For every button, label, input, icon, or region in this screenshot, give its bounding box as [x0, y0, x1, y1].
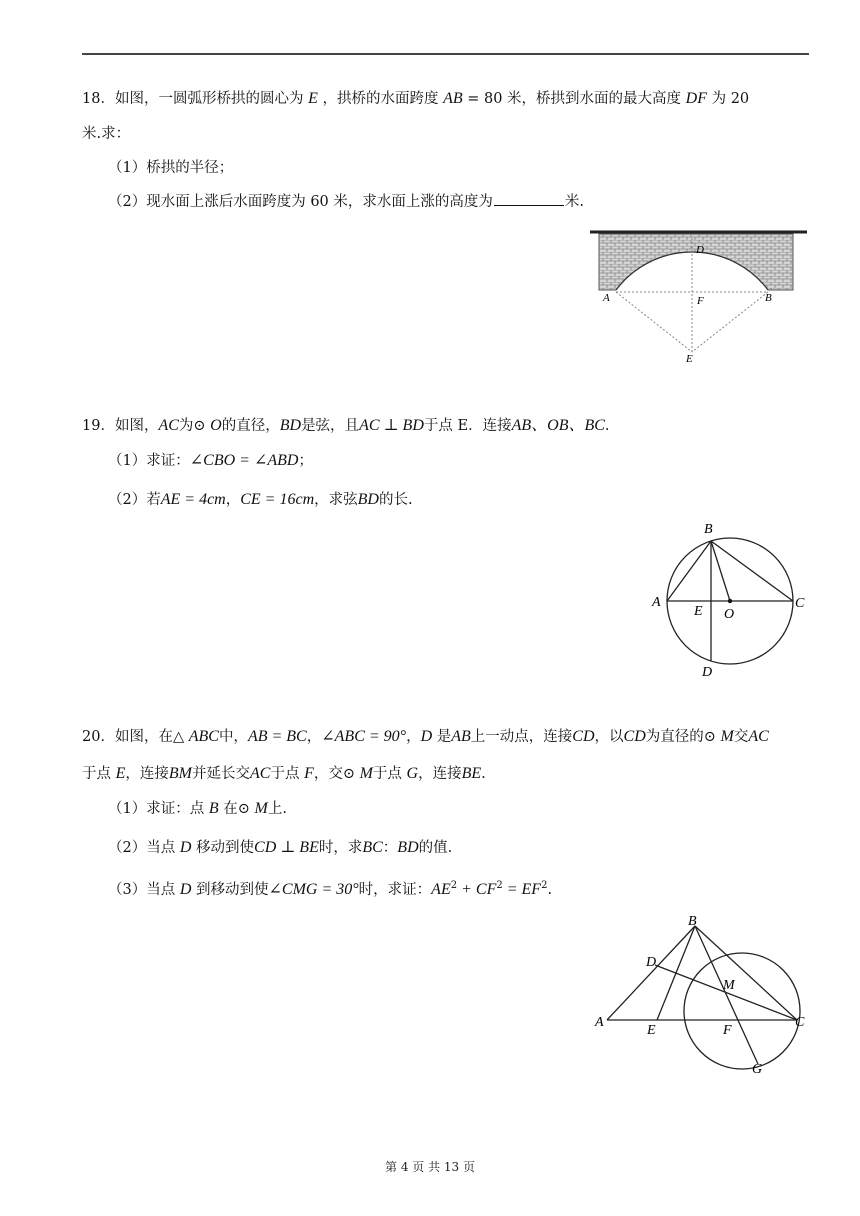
- q20-line1: 20．如图，在△ ABC中，AB = BC，∠ABC = 90°，D 是AB上一动点，连接CD，以CD为直径的⊙ M交AC: [82, 728, 769, 745]
- header-rule: [82, 53, 809, 55]
- q18-part2: （2）现水面上涨后水面跨度为 60 米，求水面上涨的高度为 米.: [108, 191, 584, 212]
- label-D: D: [702, 665, 713, 680]
- answer-blank[interactable]: [494, 191, 564, 206]
- label-B: B: [688, 914, 697, 929]
- label-C: C: [795, 596, 805, 611]
- q19-part1: （1）求证：∠CBO = ∠ABD；: [108, 452, 313, 469]
- q20-part3: （3）当点 D 到移动到使∠CMG = 30°时，求证：$AE^2 + CF^2 = EF^2$.: [108, 880, 553, 898]
- label-B: B: [765, 292, 772, 304]
- label-C: C: [795, 1015, 805, 1030]
- label-A: A: [652, 595, 661, 610]
- q20-part2: （2）当点 D 移动到使CD ⊥ BE时，求BC：BD的值.: [108, 839, 453, 856]
- label-G: G: [752, 1062, 763, 1077]
- label-A: A: [603, 292, 610, 304]
- q19-circle-figure: [645, 518, 815, 684]
- page-footer: 第 4 页 共 13 页: [385, 1160, 475, 1174]
- q18-line1: 18．如图，一圆弧形桥拱的圆心为 E ，拱桥的水面跨度 AB = 80 米，桥拱到水面的最大高度 DF 为 20: [82, 90, 750, 107]
- label-E: E: [694, 604, 703, 619]
- label-F: F: [723, 1023, 732, 1038]
- label-D: D: [696, 244, 704, 256]
- q20-triangle-figure: [590, 908, 815, 1080]
- label-B: B: [704, 522, 713, 537]
- label-D: D: [646, 955, 657, 970]
- label-E: E: [686, 353, 693, 365]
- label-A: A: [595, 1015, 604, 1030]
- label-O: O: [724, 607, 735, 622]
- label-F: F: [697, 295, 704, 307]
- q20-part1: （1）求证：点 B 在⊙ M上.: [108, 800, 287, 817]
- q18-line2: 米.求：: [82, 126, 131, 142]
- q18-part1: （1）桥拱的半径；: [108, 160, 234, 176]
- label-M: M: [723, 978, 735, 993]
- q20-line2: 于点 E，连接BM并延长交AC于点 F，交⊙ M于点 G，连接BE.: [82, 765, 486, 782]
- q19-line1: 19．如图，AC为⊙ O的直径，BD是弦，且AC ⊥ BD于点 E．连接AB、OB、BC.: [82, 417, 610, 434]
- q18-bridge-figure: [585, 228, 810, 368]
- label-E: E: [647, 1023, 656, 1038]
- q19-part2: （2）若AE = 4cm，CE = 16cm，求弦BD的长.: [108, 491, 413, 508]
